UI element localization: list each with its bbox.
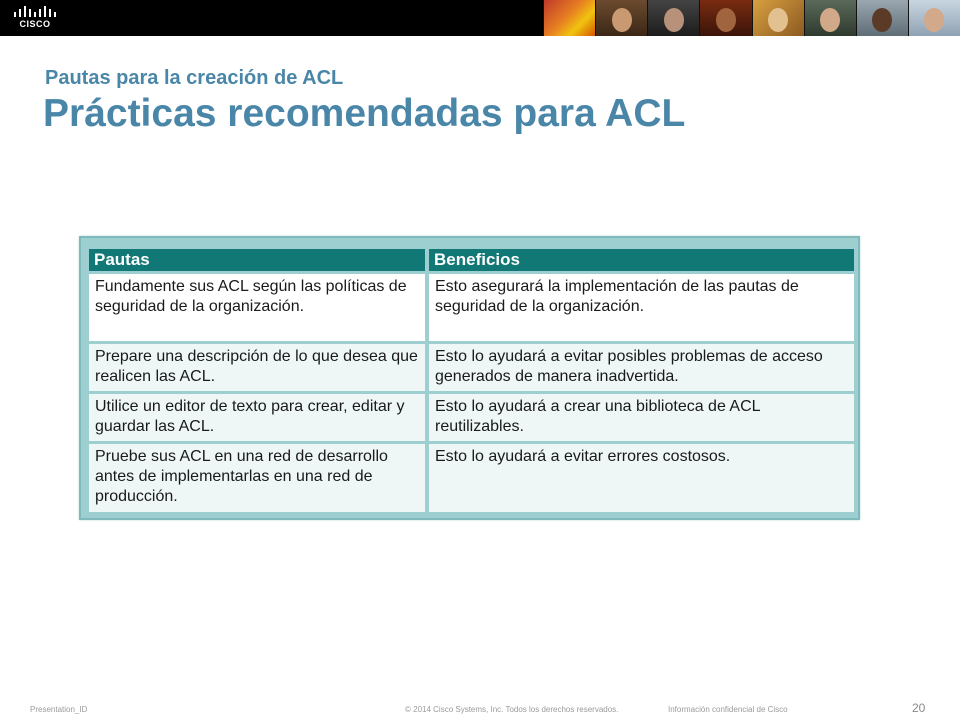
table-row <box>89 394 854 441</box>
footer-copyright: © 2014 Cisco Systems, Inc. Todos los derechos reservados. <box>405 705 619 714</box>
slide-subtitle: Pautas para la creación de ACL <box>45 67 344 89</box>
banner-photo <box>752 0 804 36</box>
banner-photo <box>804 0 856 36</box>
guidelines-table-frame <box>79 236 860 520</box>
slide-title: Prácticas recomendadas para ACL <box>43 92 686 135</box>
banner-photo <box>908 0 960 36</box>
page-number: 20 <box>912 701 926 715</box>
table-row <box>89 344 854 391</box>
cisco-logo-text: CISCO <box>19 19 51 29</box>
cisco-bars-icon <box>13 5 57 19</box>
guideline-cell: Utilice un editor de texto para crear, editar y guardar las ACL. <box>89 394 425 441</box>
banner-photo <box>856 0 908 36</box>
column-header-pautas: Pautas <box>89 249 425 271</box>
benefit-cell: Esto lo ayudará a evitar errores costosos. <box>429 444 854 512</box>
benefit-cell: Esto asegurará la implementación de las pautas de seguridad de la organización. <box>429 274 854 341</box>
footer-presentation-id: Presentation_ID <box>30 705 88 714</box>
guideline-cell: Prepare una descripción de lo que desea que realicen las ACL. <box>89 344 425 391</box>
benefit-cell: Esto lo ayudará a evitar posibles problemas de acceso generados de manera inadvertida. <box>429 344 854 391</box>
table-row <box>89 444 854 512</box>
benefit-cell: Esto lo ayudará a crear una biblioteca de ACL reutilizables. <box>429 394 854 441</box>
column-header-beneficios: Beneficios <box>429 249 854 271</box>
guideline-cell: Pruebe sus ACL en una red de desarrollo antes de implementarlas en una red de producción. <box>89 444 425 512</box>
top-banner <box>0 0 960 36</box>
banner-photo-strip <box>543 0 960 36</box>
guidelines-table <box>85 246 858 515</box>
banner-photo <box>543 0 595 36</box>
cisco-logo <box>10 4 60 32</box>
table-row <box>89 274 854 341</box>
banner-photo <box>595 0 647 36</box>
banner-photo <box>699 0 751 36</box>
table-header-row <box>89 249 854 271</box>
footer-confidential: Información confidencial de Cisco <box>668 705 788 714</box>
banner-photo <box>647 0 699 36</box>
guideline-cell: Fundamente sus ACL según las políticas de seguridad de la organización. <box>89 274 425 341</box>
